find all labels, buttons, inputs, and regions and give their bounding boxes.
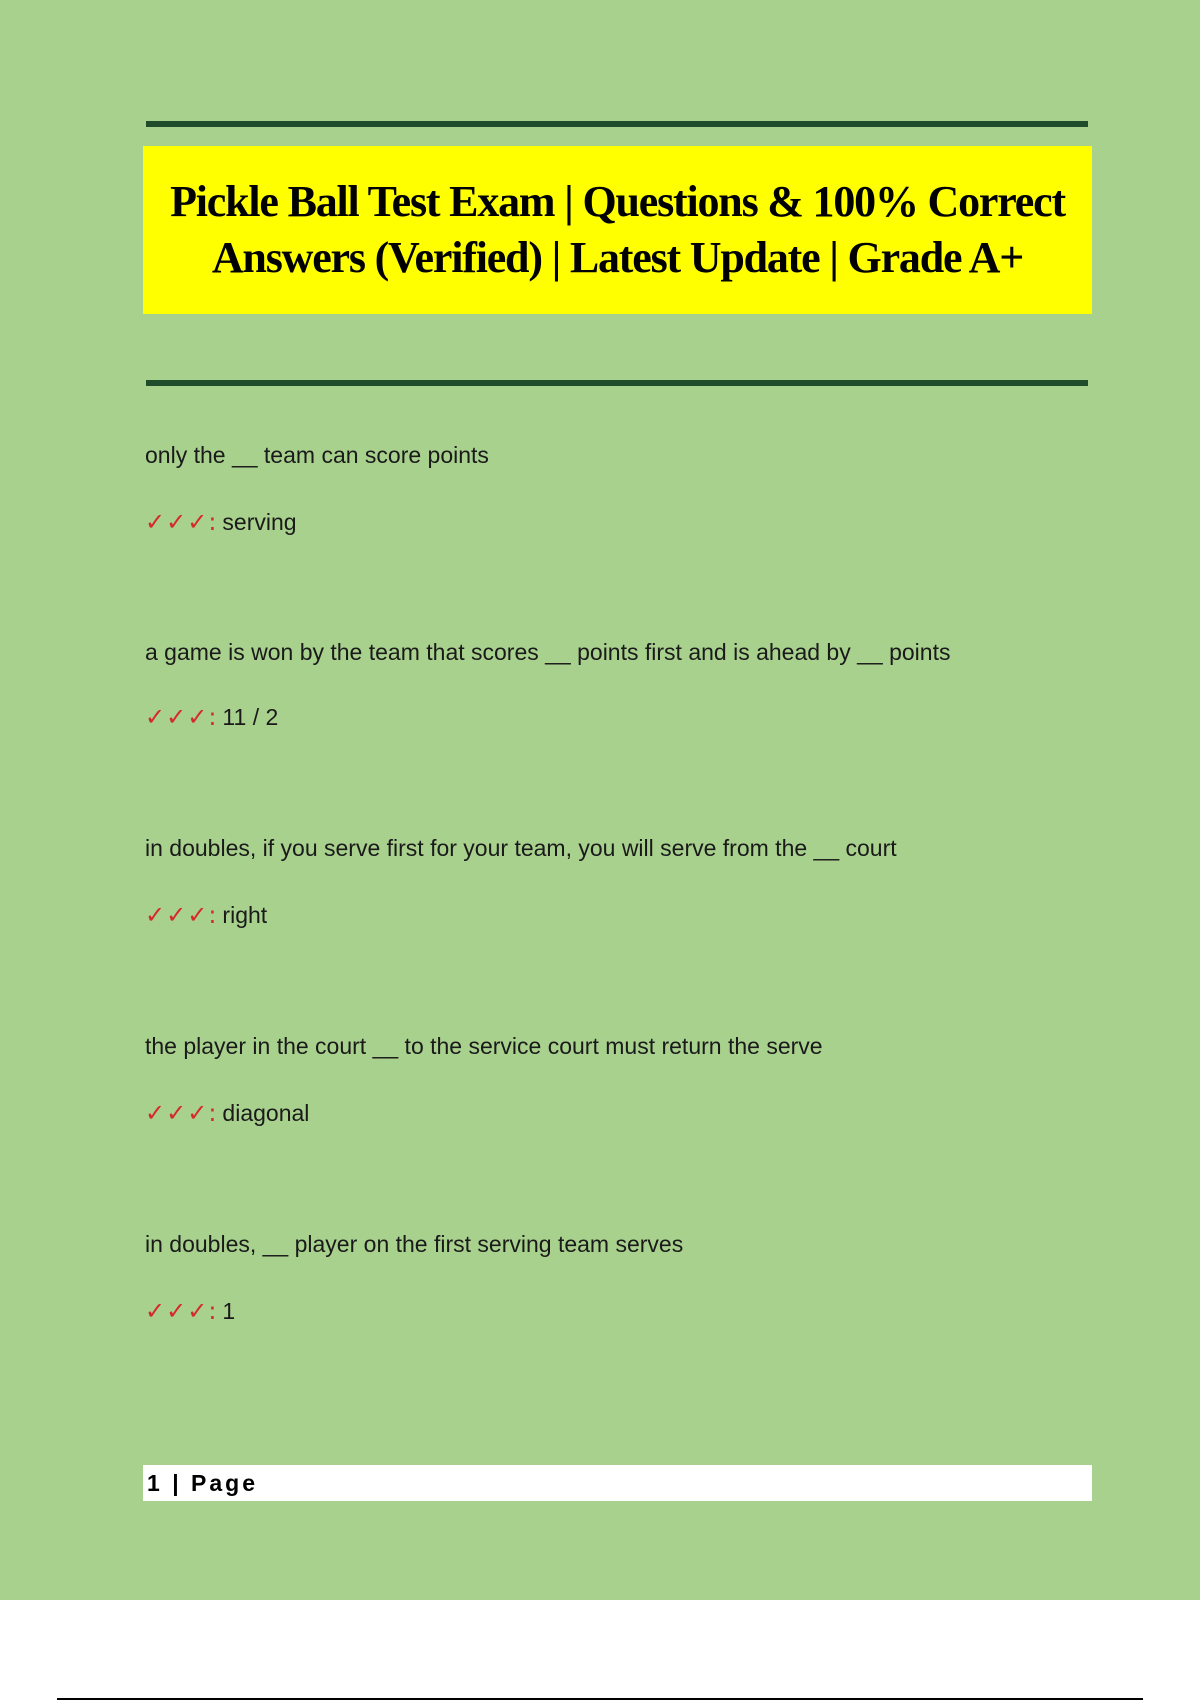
top-divider (146, 121, 1088, 127)
question-text: a game is won by the team that scores __ points first and is ahead by __ points (145, 639, 951, 665)
answer-text: 1 (222, 1298, 236, 1324)
answer-line (145, 703, 278, 731)
answer-line (145, 901, 267, 929)
answer-line (145, 1099, 309, 1127)
checkmark-icon: ✓✓✓ (145, 1297, 209, 1325)
checkmark-icon: ✓✓✓ (145, 508, 209, 536)
document-title: Pickle Ball Test Exam | Questions & 100% Correct Answers (Verified) | Latest Update | Grade A+ (170, 177, 1065, 282)
checkmark-icon: ✓✓✓ (145, 901, 209, 929)
question-text: the player in the court __ to the service court must return the serve (145, 1033, 823, 1059)
question-text: in doubles, __ player on the first serving team serves (145, 1231, 684, 1257)
answer-text: diagonal (222, 1100, 310, 1126)
page-number-label (147, 1470, 258, 1497)
answer-separator: : (208, 1297, 217, 1325)
answer-line (145, 508, 297, 536)
answer-text: right (222, 902, 268, 928)
answer-text: 11 / 2 (222, 704, 279, 730)
answer-line (145, 1297, 235, 1325)
title-highlight-box (143, 146, 1092, 314)
answer-text: serving (222, 509, 297, 535)
question-text: in doubles, if you serve first for your team, you will serve from the __ court (145, 835, 897, 861)
answer-separator: : (208, 901, 217, 929)
page-word: | Page (172, 1470, 258, 1496)
checkmark-icon: ✓✓✓ (145, 1099, 209, 1127)
answer-separator: : (208, 508, 217, 536)
page-number: 1 (147, 1470, 163, 1496)
bottom-divider (146, 380, 1088, 386)
question-text: only the __ team can score points (145, 442, 489, 468)
page-footer (143, 1465, 1092, 1501)
answer-separator: : (208, 703, 217, 731)
answer-separator: : (208, 1099, 217, 1127)
checkmark-icon: ✓✓✓ (145, 703, 209, 731)
